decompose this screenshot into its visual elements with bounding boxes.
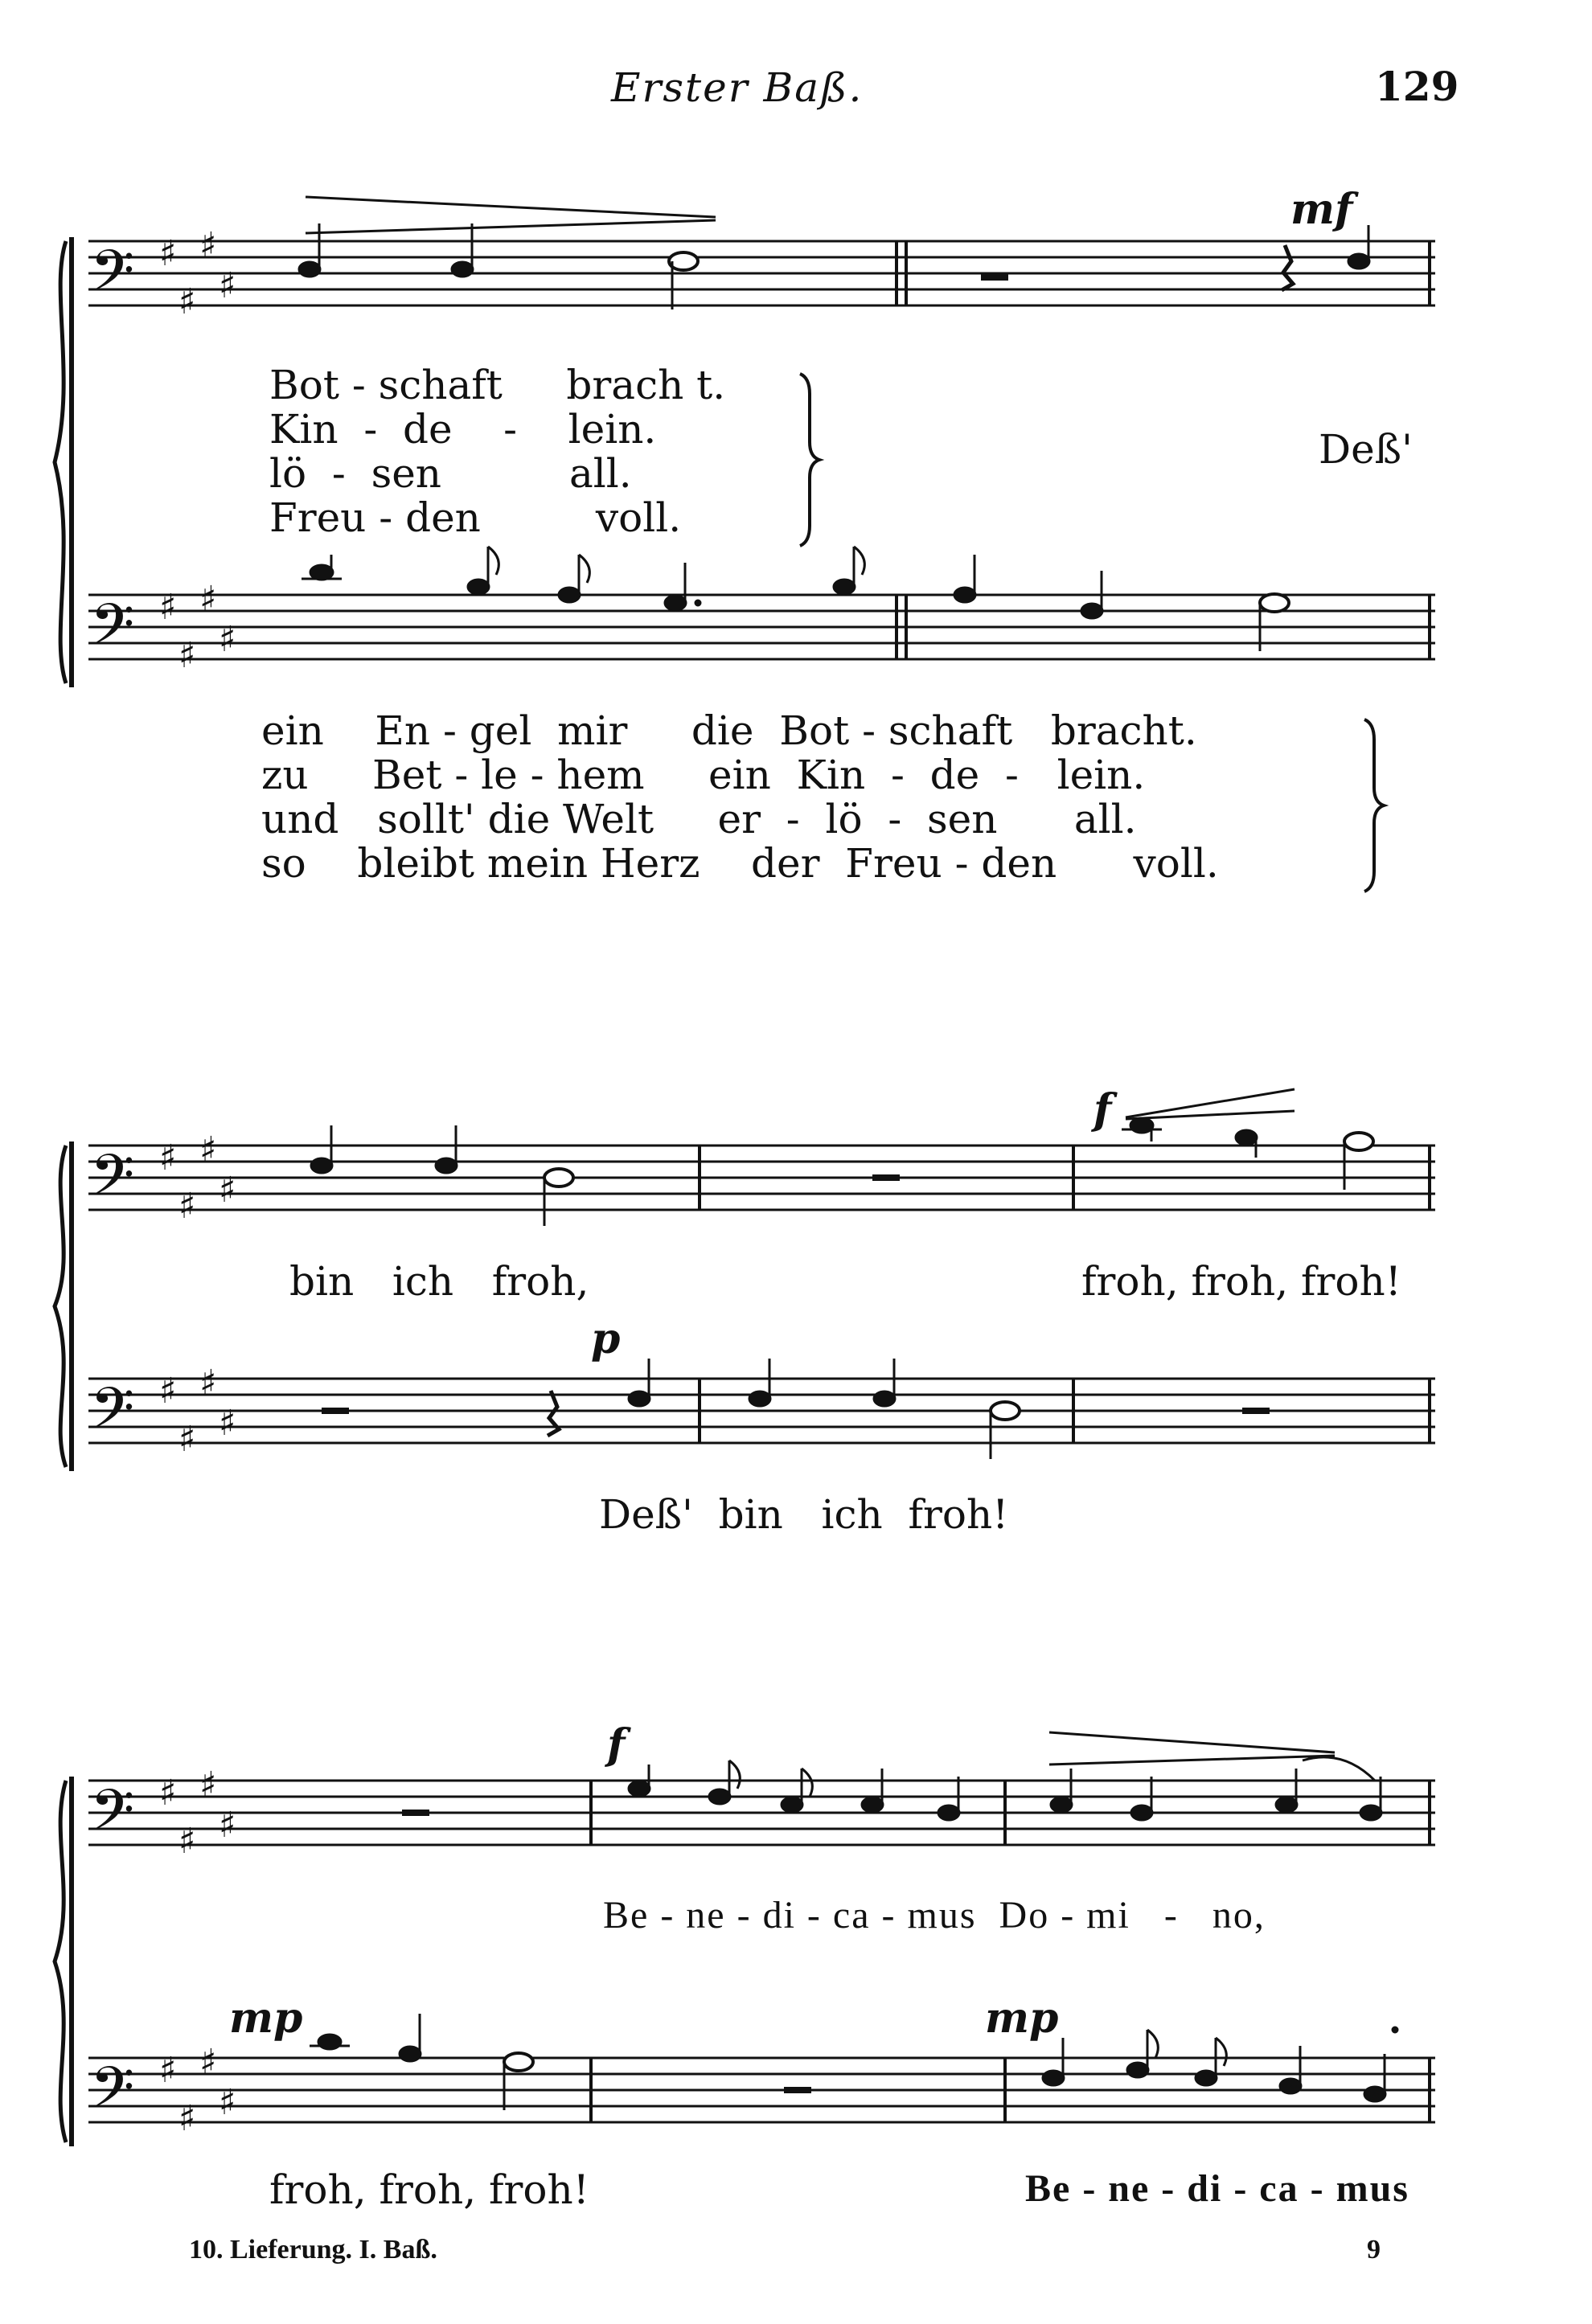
bass-clef-icon: 𝄢	[90, 1142, 135, 1223]
verse-lyric-line: lö - sen all.	[269, 450, 632, 497]
system-2-upper-staff	[88, 1146, 1435, 1210]
svg-text:♯: ♯	[219, 2082, 236, 2123]
system-3-upper-staff	[88, 1781, 1435, 1845]
svg-text:♯: ♯	[159, 1371, 177, 1412]
svg-text:♯: ♯	[159, 1137, 177, 1178]
bass-clef-icon: 𝄢	[90, 592, 135, 672]
cue-lyric: Deß'	[1319, 426, 1413, 473]
verse-bracket	[1364, 719, 1384, 891]
svg-text:♯: ♯	[199, 1765, 217, 1806]
system-3-brace	[55, 1777, 74, 2146]
crescendo-hairpin	[1126, 1089, 1295, 1119]
verse-lyric-line: Bot - schaft brach t.	[269, 362, 726, 408]
system-3-lower-notes	[310, 2014, 1398, 2110]
svg-text:♯: ♯	[178, 1419, 196, 1460]
svg-text:♯: ♯	[219, 619, 236, 660]
verse-lyric-line: ein En - gel mir die Bot - schaft bracht.	[261, 707, 1197, 754]
dynamic-mp: mp	[985, 1994, 1059, 2043]
bass-clef-icon: 𝄢	[90, 1777, 135, 1858]
svg-text:♯: ♯	[159, 233, 177, 274]
lyric-line: Be - ne - di - ca - mus	[1025, 2167, 1409, 2210]
lyric-line: bin ich froh,	[289, 1258, 589, 1305]
page-number: 129	[1375, 63, 1459, 110]
lyric-line: froh, froh, froh!	[1081, 1258, 1401, 1305]
bass-clef-icon: 𝄢	[90, 238, 135, 318]
footer-signature-number: 9	[1367, 2235, 1381, 2265]
svg-text:♯: ♯	[199, 2042, 217, 2083]
svg-text:♯: ♯	[219, 1170, 236, 1211]
decrescendo-hairpin	[306, 197, 716, 233]
verse-lyric-line: so bleibt mein Herz der Freu - den voll.	[261, 840, 1219, 887]
svg-text:♯: ♯	[219, 1403, 236, 1444]
verse-lyric-line: zu Bet - le - hem ein Kin - de - lein.	[261, 752, 1146, 798]
dynamic-mp: mp	[229, 1994, 303, 2043]
svg-text:♯: ♯	[159, 587, 177, 628]
svg-text:♯: ♯	[219, 265, 236, 306]
svg-text:♯: ♯	[178, 1186, 196, 1227]
key-signature-icon	[159, 1765, 236, 2139]
key-signature-icon	[159, 225, 236, 676]
system-1-brace	[55, 237, 74, 687]
svg-text:♯: ♯	[159, 1773, 177, 1814]
system-3-upper-notes	[402, 1757, 1382, 1821]
svg-text:♯: ♯	[178, 281, 196, 322]
svg-text:♯: ♯	[199, 1129, 217, 1170]
svg-text:♯: ♯	[199, 225, 217, 266]
bass-clef-icon: 𝄢	[90, 2055, 135, 2135]
verse-lyric-line: und sollt' die Welt er - lö - sen all.	[261, 796, 1137, 842]
dynamic-f: f	[607, 1720, 626, 1769]
svg-text:♯: ♯	[199, 1363, 217, 1404]
svg-text:♯: ♯	[199, 579, 217, 620]
svg-text:♯: ♯	[159, 2050, 177, 2091]
system-2-lower-staff	[88, 1379, 1435, 1443]
svg-text:♯: ♯	[178, 1821, 196, 1862]
svg-text:♯: ♯	[178, 635, 196, 676]
system-3-lower-staff	[88, 2058, 1435, 2122]
lyric-line: Deß' bin ich froh!	[599, 1491, 1009, 1538]
system-1-upper-staff	[88, 241, 1435, 305]
system-1-upper-notes	[298, 223, 1370, 309]
system-1-lower-staff	[88, 595, 1435, 659]
verse-lyric-line: Kin - de - lein.	[269, 406, 657, 453]
system-1-lower-notes	[302, 547, 1289, 651]
lyric-line: froh, froh, froh!	[269, 2166, 589, 2213]
dynamic-p: p	[591, 1314, 621, 1363]
bass-clef-icon: 𝄢	[90, 1375, 135, 1456]
svg-text:♯: ♯	[178, 2098, 196, 2139]
dynamic-f: f	[1093, 1085, 1112, 1134]
system-2-brace	[55, 1142, 74, 1471]
system-3-barlines	[591, 1781, 1430, 2122]
footer-signature: 10. Lieferung. I. Baß.	[189, 2235, 437, 2265]
lyric-line: Be - ne - di - ca - mus Do - mi - no,	[603, 1894, 1266, 1937]
page-title: Erster Baß.	[611, 64, 864, 111]
verse-lyric-line: Freu - den voll.	[269, 494, 682, 541]
decrescendo-hairpin	[1049, 1732, 1335, 1765]
svg-text:♯: ♯	[219, 1805, 236, 1846]
verse-bracket	[800, 374, 819, 546]
dynamic-mf: mf	[1290, 185, 1353, 234]
